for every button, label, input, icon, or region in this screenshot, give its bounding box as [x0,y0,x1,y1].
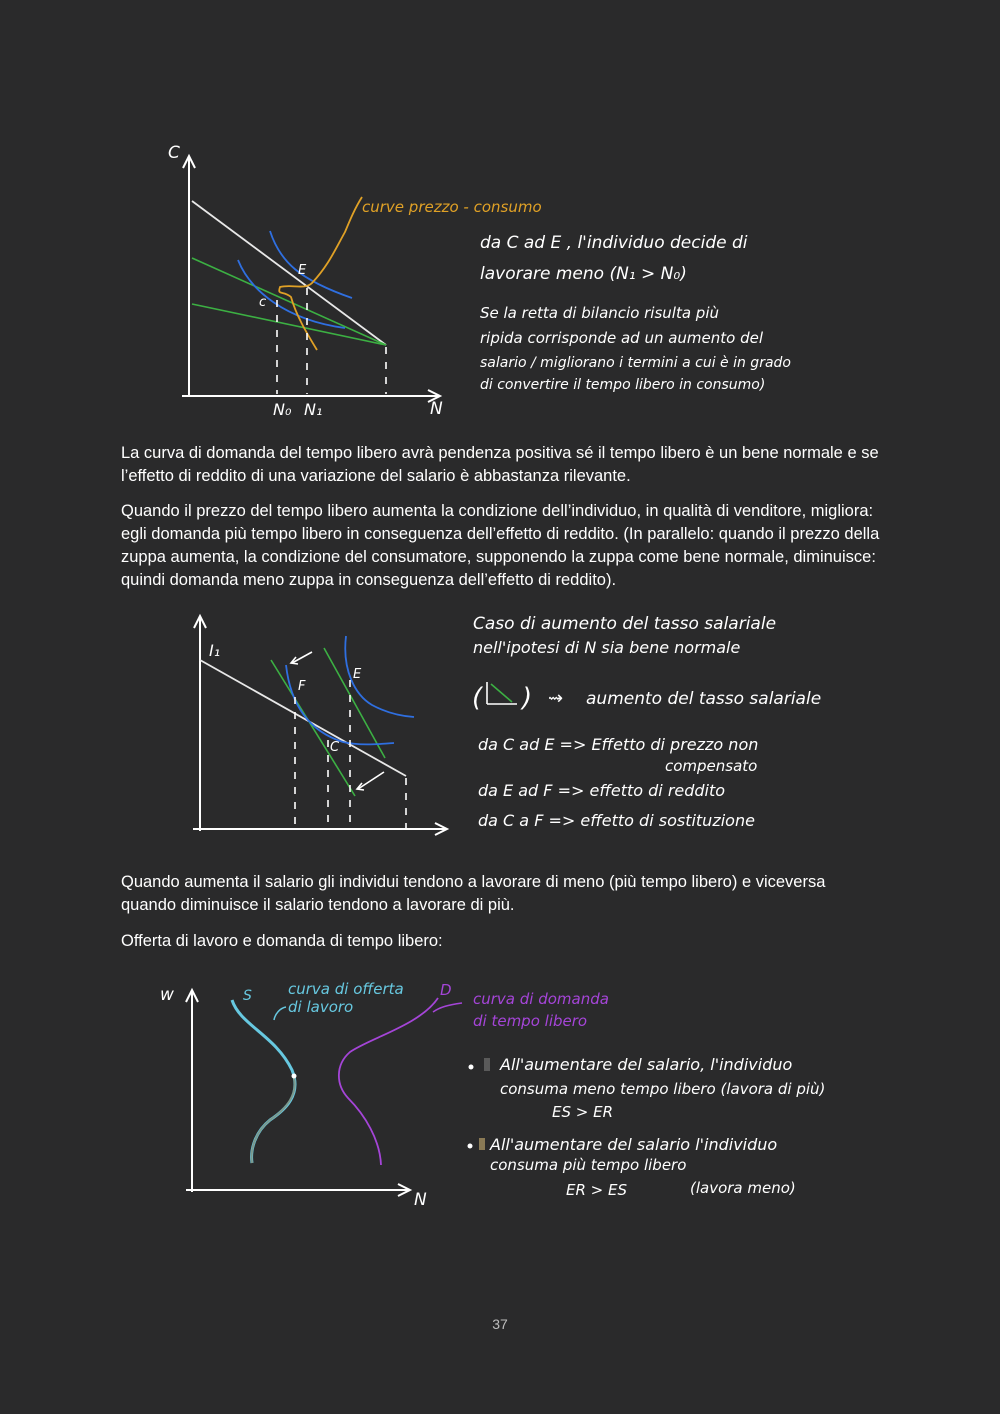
bullet-2-line-4: (lavora meno) [690,1179,796,1197]
demand-curve-label-2: di tempo libero [473,1012,588,1030]
labor-supply-curve [232,1000,295,1163]
tick-n0: N₀ [273,400,292,419]
note-line-2: nell'ipotesi di N sia bene normale [473,638,741,657]
open-paren-icon: ( [472,683,483,713]
page-number: 37 [492,1316,508,1332]
rotation-arrow-2-icon [358,772,384,789]
paragraph-wage-effect: Quando aumenta il salario gli individui tendono a lavorare di meno (più tempo libero) e viceversa quando diminuisce il salario tendono a lavorare di più. [121,873,826,914]
green-budget-line-steep [192,258,386,345]
budget-line [192,201,386,345]
demand-label-pointer-icon [433,1003,462,1012]
note-line-4: da C ad E => Effetto di prezzo non [478,735,759,754]
demand-curve-d-label: D [440,981,452,999]
note-line-3: aumento del tasso salariale [586,689,822,709]
figure-1-leisure-consumption-graph [0,0,1000,440]
close-paren-icon: ) [522,683,533,713]
bullet-2-marker [479,1138,485,1150]
point-f-label: F [298,679,306,694]
bullet-2-line-2: consuma più tempo libero [490,1156,687,1174]
note-line-2: lavorare meno (N₁ > N₀) [480,264,687,284]
figure-2-wage-increase-effects-graph [0,600,1000,850]
bullet-1-line-1: All'aumentare del salario, l'individuo [500,1055,793,1074]
bullet-1-dot [469,1065,474,1070]
supply-curve-s-label: S [243,988,252,1004]
supply-label-pointer-icon [274,1007,286,1020]
supply-turning-point [292,1074,297,1079]
note-line-7: da C a F => effetto di sostituzione [478,811,755,830]
bullet-2-line-3: ER > ES [566,1181,628,1199]
bullet-1-line-3: ES > ER [552,1103,614,1121]
point-e-label: E [353,667,362,682]
note-line-1: Caso di aumento del tasso salariale [473,614,777,634]
price-consumption-curve [279,197,362,350]
note-line-4: ripida corrisponde ad un aumento del [480,329,764,347]
y-axis-label: C [168,143,180,163]
bullet-1-marker [484,1058,490,1071]
point-c-label: C [330,740,340,755]
bullet-2-line-1: All'aumentare del salario l'individuo [490,1135,778,1154]
paragraph-labor-supply-heading: Offerta di lavoro e domanda di tempo libero: [121,932,443,950]
note-line-6: di convertire il tempo libero in consumo) [480,377,766,393]
leisure-demand-curve [339,998,438,1165]
bullet-1-line-2: consuma meno tempo libero (lavora di più) [500,1080,826,1098]
y-axis-label: w [160,985,174,1005]
budget-line [200,660,406,776]
price-consumption-curve-label: curve prezzo - consumo [362,198,542,216]
bullet-2-dot [468,1144,473,1149]
note-line-5: salario / migliorano i termini a cui è in grado [480,355,791,371]
supply-curve-highlight [252,1078,295,1163]
note-line-3: Se la retta di bilancio risulta più [480,304,719,322]
budget-line-label: I₁ [209,641,221,660]
note-line-6: da E ad F => effetto di reddito [478,781,726,800]
supply-curve-label-1: curva di offerta [288,980,404,998]
figure-3-labor-supply-leisure-demand-graph [0,970,1000,1230]
demand-curve-label-1: curva di domanda [473,990,609,1008]
paragraph-leisure-demand-slope: La curva di domanda del tempo libero avrà pendenza positiva sé il tempo libero è un bene normale e se l’effetto di reddito di una variazione del salario è abbastanza rilevante. [121,444,879,485]
x-axis-label: N [414,1190,427,1210]
note-line-1: da C ad E , l'individuo decide di [480,233,748,253]
squiggle-arrow-icon: ⇝ [548,688,564,709]
supply-curve-label-2: di lavoro [288,998,354,1016]
paragraph-price-increase: Quando il prezzo del tempo libero aumenta la condizione dell’individuo, in qualità di venditore, migliora: egli domanda più tempo libero in conseguenza dell’effetto di reddito. (In parallelo: quando il prezzo della zuppa aumenta, la condizione del consumatore, supponendo la zuppa come bene normale, diminuisce: quindi domanda meno zuppa in conseguenza dell’effetto di reddito). [121,502,880,589]
x-axis-label: N [430,399,443,419]
tick-n1: N₁ [304,400,323,419]
point-c-label: c [259,295,267,310]
point-e-label: E [298,263,307,278]
mini-green-line-icon [491,684,512,702]
note-line-5: compensato [665,757,758,775]
